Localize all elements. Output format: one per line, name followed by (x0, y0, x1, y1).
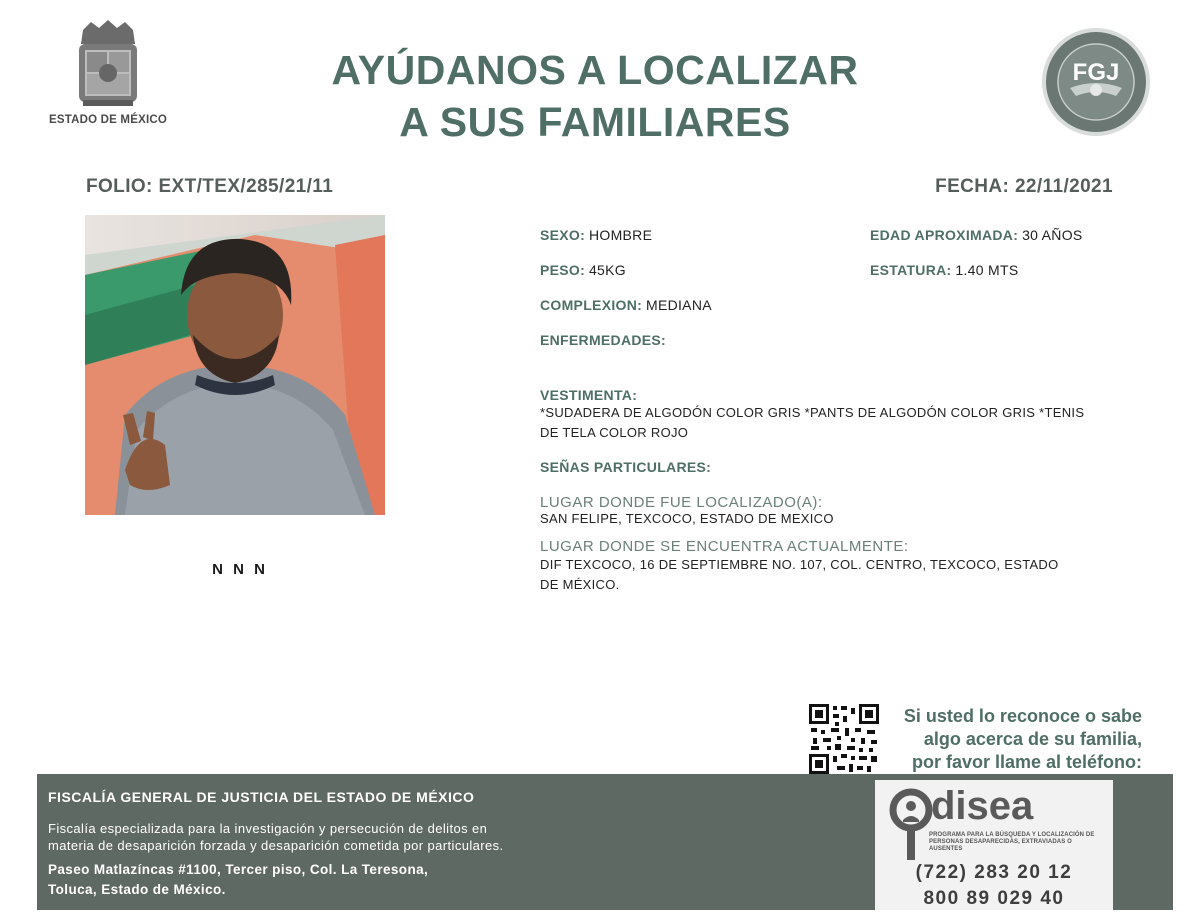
odisea-pin-icon (889, 788, 933, 862)
footer (37, 774, 1173, 910)
odisea-subtitle: PROGRAMA PARA LA BÚSQUEDA Y LOCALIZACIÓN DE PERSONAS DESAPARECIDAS, EXTRAVIADAS O AUSENTES (929, 832, 1095, 852)
peso-label: PESO: (540, 262, 586, 278)
footer-addr-line-1: Paseo Matlazíncas #1100, Tercer piso, Col. La Teresona, (48, 862, 429, 877)
estatura-row (870, 262, 1019, 278)
fgj-logo-text: FGJ (1072, 59, 1120, 86)
complexion-value: MEDIANA (645, 297, 712, 313)
contact-message (880, 705, 1142, 774)
lugar-actual-label: LUGAR DONDE SE ENCUENTRA ACTUALMENTE: (540, 538, 909, 555)
lugar-actual-line-1: DIF TEXCOCO, 16 DE SEPTIEMBRE NO. 107, COL. CENTRO, TEXCOCO, ESTADO (540, 557, 1059, 572)
person-photo-image (85, 215, 385, 515)
complexion-label: COMPLEXION: (540, 297, 643, 313)
peso-value: 45KG (588, 262, 626, 278)
vestimenta-section (540, 387, 1160, 443)
sexo-value: HOMBRE (588, 227, 653, 243)
fecha: FECHA: 22/11/2021 (935, 176, 1113, 197)
odisea-wordmark: disea (931, 784, 1034, 828)
edad-row (870, 227, 1083, 243)
peso-row (540, 262, 626, 278)
lugar-actual-section (540, 538, 1140, 595)
vestimenta-label: VESTIMENTA: (540, 387, 638, 403)
person-name: N N N (212, 561, 268, 578)
footer-title: FISCALÍA GENERAL DE JUSTICIA DEL ESTADO DE MÉXICO (48, 789, 475, 805)
contact-line-3: por favor llame al teléfono: (911, 752, 1142, 772)
enfermedades-label: ENFERMEDADES: (540, 332, 667, 348)
sexo-row (540, 227, 652, 243)
estado-de-mexico-logo (46, 20, 170, 126)
senas-label: SEÑAS PARTICULARES: (540, 459, 712, 475)
contact-line-2: algo acerca de su familia, (923, 729, 1142, 749)
footer-desc-line-2: materia de desaparición forzada y desaparición cometida por particulares. (48, 838, 504, 853)
edad-label: EDAD APROXIMADA: (870, 227, 1019, 243)
qr-code-icon (809, 704, 879, 774)
phone-number-2[interactable]: 800 89 029 40 (923, 888, 1065, 909)
vestimenta-line-1: *SUDADERA DE ALGODÓN COLOR GRIS *PANTS DE ALGODÓN COLOR GRIS *TENIS (540, 405, 1085, 420)
complexion-row (540, 297, 712, 313)
lugar-localizado-value: SAN FELIPE, TEXCOCO, ESTADO DE MEXICO (540, 511, 834, 526)
state-coat-of-arms-icon (69, 20, 147, 108)
vestimenta-line-2: DE TELA COLOR ROJO (540, 425, 689, 440)
state-caption: ESTADO DE MÉXICO (49, 114, 167, 126)
qr-code[interactable] (809, 704, 879, 774)
sexo-label: SEXO: (540, 227, 586, 243)
lugar-actual-line-2: DE MÉXICO. (540, 577, 620, 592)
phone-number-1[interactable]: (722) 283 20 12 (915, 862, 1073, 883)
footer-addr-line-2: Toluca, Estado de México. (48, 882, 226, 897)
odisea-panel (875, 780, 1113, 910)
estatura-value: 1.40 MTS (955, 262, 1019, 278)
title-line-2: A SUS FAMILIARES (399, 99, 791, 145)
person-photo (85, 215, 385, 515)
fgj-logo (1040, 26, 1152, 143)
footer-description (48, 820, 648, 854)
enfermedades-row (540, 332, 666, 348)
title-line-1: AYÚDANOS A LOCALIZAR (331, 47, 859, 93)
fgj-seal-icon (1040, 26, 1152, 138)
edad-value: 30 AÑOS (1022, 227, 1083, 243)
lugar-localizado-section (540, 494, 1140, 527)
page-title (260, 44, 930, 148)
folio: FOLIO: EXT/TEX/285/21/11 (86, 176, 334, 197)
estatura-label: ESTATURA: (870, 262, 952, 278)
footer-address (48, 860, 608, 900)
lugar-localizado-label: LUGAR DONDE FUE LOCALIZADO(A): (540, 494, 823, 511)
contact-line-1: Si usted lo reconoce o sabe (903, 706, 1142, 726)
footer-desc-line-1: Fiscalía especializada para la investigación y persecución de delitos en (48, 821, 488, 836)
